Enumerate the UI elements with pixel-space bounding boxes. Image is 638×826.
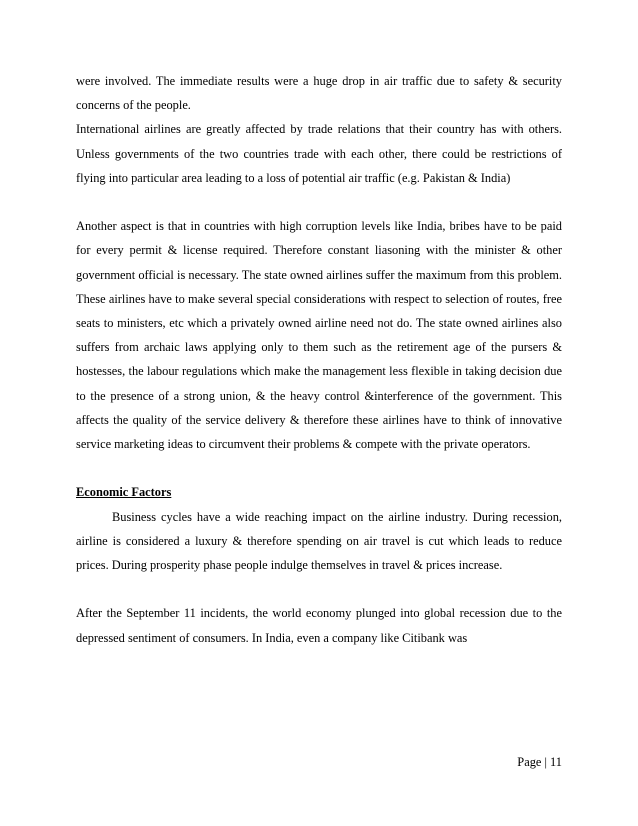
paragraph-trade-relations: International airlines are greatly affected by trade relations that their country has with others. Unless governments of the two countries trade with each other, there could be restrictions of flying into particular area leading to a loss of potential air traffic (e.g. Pakistan & India) <box>76 122 562 185</box>
paragraph-corruption: Another aspect is that in countries with high corruption levels like India, bribes have to be paid for every permit & license required. Therefore constant liasoning with the minister & other government official is necessary. The state owned airlines suffer the maximum from this problem. These airlines have to make several special considerations with respect to selection of routes, free seats to ministers, etc which a privately owned airline need not do. The state owned airlines also suffers from archaic laws applying only to them such as the retirement age of the pursers & hostesses, the labour regulations which make the management less flexible in taking decision due to the presence of a strong union, & the heavy control &interference of the government. This affects the quality of the service delivery & therefore these airlines have to think of innovative service marketing ideas to circumvent their problems & compete with the private operators. <box>76 219 562 452</box>
page-number: Page | 11 <box>517 755 562 769</box>
page-body <box>76 69 562 650</box>
paragraph-business-cycles: Business cycles have a wide reaching impact on the airline industry. During recession, airline is considered a luxury & therefore spending on air travel is cut which leads to reduce prices. During prosperity phase people indulge themselves in travel & prices increase. <box>76 509 562 573</box>
paragraph-september-11: After the September 11 incidents, the world economy plunged into global recession due to the depressed sentiment of consumers. In India, even a company like Citibank was <box>76 606 562 645</box>
section-heading-economic-factors: Economic Factors <box>76 485 172 500</box>
paragraph-safety-concerns: were involved. The immediate results were a huge drop in air traffic due to safety & security concerns of the people. <box>76 74 562 113</box>
